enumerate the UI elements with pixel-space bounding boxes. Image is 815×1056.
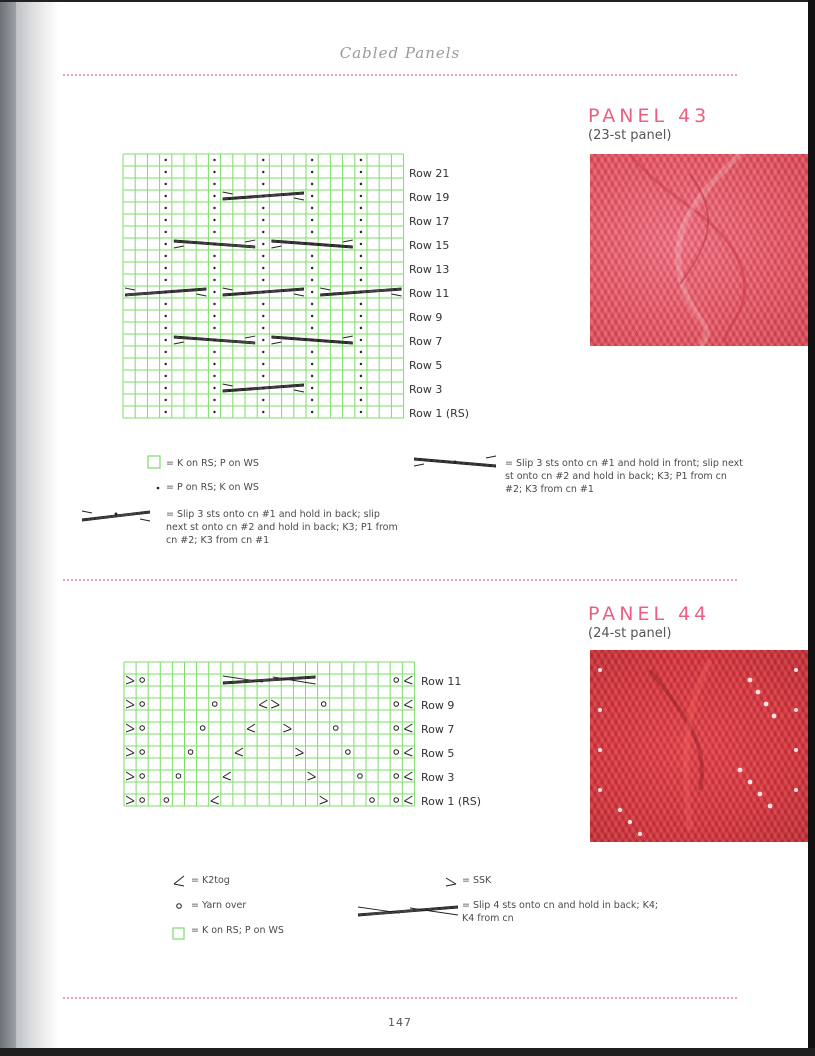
panel-44-row-label: Row 9 <box>421 699 455 712</box>
yarn-over-symbol <box>321 702 326 707</box>
purl-dot <box>360 255 362 257</box>
panel-44-row-label: Row 5 <box>421 747 455 760</box>
purl-dot <box>311 327 313 329</box>
cable-symbol <box>320 288 401 296</box>
panel-43-grid <box>123 154 404 418</box>
purl-dot <box>165 363 167 365</box>
yarn-over-symbol <box>140 678 145 683</box>
cable-symbol <box>223 192 304 200</box>
purl-dot <box>262 255 264 257</box>
k2tog-symbol <box>404 796 412 804</box>
legend-right-cable-symbol <box>82 511 150 521</box>
purl-dot <box>165 171 167 173</box>
purl-dot <box>360 375 362 377</box>
cable-symbol <box>271 240 352 248</box>
panel-43-row-label: Row 11 <box>409 287 450 300</box>
purl-dot <box>262 279 264 281</box>
purl-dot <box>360 267 362 269</box>
purl-dot <box>213 195 215 197</box>
purl-dot <box>165 387 167 389</box>
yarn-over-symbol <box>394 774 399 779</box>
purl-dot <box>360 279 362 281</box>
panel-44-row-label: Row 7 <box>421 723 455 736</box>
purl-dot <box>311 231 313 233</box>
legend-right-cable-text: = Slip 3 sts onto cn #1 and hold in back; slip next st onto cn #2 and hold in back; K3; P1 from cn #2; K3 from cn #1 <box>166 509 398 546</box>
legend-left-cable-symbol <box>414 456 496 467</box>
k2tog-symbol <box>404 748 412 756</box>
yarn-over-symbol <box>394 702 399 707</box>
panel-43-row-label: Row 7 <box>409 335 443 348</box>
yarn-over-symbol <box>140 798 145 803</box>
purl-dot <box>262 363 264 365</box>
purl-dot <box>360 171 362 173</box>
purl-dot <box>165 279 167 281</box>
panel-43-row-label: Row 15 <box>409 239 450 252</box>
ssk-symbol <box>308 772 316 780</box>
legend-knit-text: = K on RS; P on WS <box>166 458 259 469</box>
legend-cable-8-symbol <box>358 906 458 916</box>
purl-dot <box>213 255 215 257</box>
panel-44-subtitle: (24-st panel) <box>588 626 672 641</box>
yarn-over-symbol <box>200 726 205 731</box>
purl-dot <box>311 267 313 269</box>
running-header: Cabled Panels <box>339 44 461 62</box>
panel-43-row-label: Row 9 <box>409 311 443 324</box>
legend-ssk-text: = SSK <box>462 875 492 886</box>
purl-dot <box>262 267 264 269</box>
cable-symbol <box>223 384 304 392</box>
k2tog-symbol <box>404 772 412 780</box>
purl-dot <box>311 255 313 257</box>
purl-dot <box>213 351 215 353</box>
purl-dot <box>165 243 167 245</box>
legend-cable-8-text: = Slip 4 sts onto cn and hold in back; K4; K4 from cn <box>462 900 659 924</box>
purl-dot <box>213 183 215 185</box>
purl-dot <box>311 363 313 365</box>
purl-dot <box>165 255 167 257</box>
yarn-over-symbol <box>394 678 399 683</box>
purl-dot <box>360 303 362 305</box>
purl-dot <box>165 315 167 317</box>
purl-dot <box>165 303 167 305</box>
yarn-over-symbol <box>140 774 145 779</box>
purl-dot <box>213 411 215 413</box>
purl-dot <box>311 279 313 281</box>
purl-dot <box>262 159 264 161</box>
yarn-over-symbol <box>212 702 217 707</box>
purl-dot <box>311 375 313 377</box>
panel-43-title: PANEL 43 <box>588 105 711 127</box>
legend-yarn-over-text: = Yarn over <box>191 900 247 911</box>
purl-dot <box>213 207 215 209</box>
purl-dot <box>262 183 264 185</box>
panel-43-row-label: Row 21 <box>409 167 450 180</box>
legend-left-cable-text: = Slip 3 sts onto cn #1 and hold in front; slip next st onto cn #2 and hold in back; K3; P1 from cn #2; K3 from cn #1 <box>505 458 743 495</box>
purl-dot <box>311 399 313 401</box>
panel-44-row-label: Row 3 <box>421 771 455 784</box>
purl-dot <box>262 315 264 317</box>
yarn-over-symbol <box>140 702 145 707</box>
legend-purl-text: = P on RS; K on WS <box>166 482 259 493</box>
yarn-over-symbol <box>394 798 399 803</box>
purl-dot <box>262 219 264 221</box>
purl-dot <box>213 171 215 173</box>
yarn-over-symbol <box>370 798 375 803</box>
purl-dot <box>165 411 167 413</box>
panel-43-row-label: Row 13 <box>409 263 450 276</box>
purl-dot <box>213 327 215 329</box>
purl-dot <box>262 327 264 329</box>
panel-43-row-label: Row 19 <box>409 191 450 204</box>
cable-symbol <box>271 336 352 344</box>
ssk-symbol <box>283 724 291 732</box>
purl-dot <box>213 399 215 401</box>
purl-dot <box>213 375 215 377</box>
panel-43-row-label: Row 5 <box>409 359 443 372</box>
yarn-over-symbol <box>164 798 169 803</box>
legend-knit-text: = K on RS; P on WS <box>191 925 284 936</box>
legend-purl-dot <box>157 487 160 490</box>
panel-43-subtitle: (23-st panel) <box>588 128 672 143</box>
k2tog-symbol <box>404 676 412 684</box>
panel-43-cable-symbols <box>125 192 402 392</box>
k2tog-symbol <box>223 772 231 780</box>
ssk-symbol <box>271 700 279 708</box>
purl-dot <box>213 159 215 161</box>
purl-dot <box>165 159 167 161</box>
cable-symbol <box>174 240 255 248</box>
purl-dot <box>262 207 264 209</box>
purl-dot <box>360 231 362 233</box>
purl-dot <box>360 327 362 329</box>
purl-dot <box>165 207 167 209</box>
panel-43-row-label: Row 17 <box>409 215 450 228</box>
page-number: 147 <box>388 1016 412 1029</box>
purl-dot <box>360 315 362 317</box>
purl-dot <box>311 411 313 413</box>
legend-k2tog-symbol <box>174 876 184 886</box>
purl-dot <box>262 411 264 413</box>
yarn-over-symbol <box>394 750 399 755</box>
purl-dot <box>213 387 215 389</box>
panel-43-row-label: Row 3 <box>409 383 443 396</box>
purl-dot <box>213 303 215 305</box>
purl-dot <box>262 171 264 173</box>
legend-ssk-symbol <box>446 878 456 886</box>
k2tog-symbol <box>404 700 412 708</box>
purl-dot <box>165 267 167 269</box>
ssk-symbol <box>126 796 134 804</box>
purl-dot <box>165 351 167 353</box>
purl-dot <box>360 207 362 209</box>
purl-dot <box>213 231 215 233</box>
purl-dot <box>165 183 167 185</box>
purl-dot <box>213 219 215 221</box>
scan-border-bottom <box>0 1048 815 1056</box>
panel-44-row-label: Row 11 <box>421 675 462 688</box>
purl-dot <box>213 291 215 293</box>
purl-dot <box>311 219 313 221</box>
purl-dot <box>360 183 362 185</box>
purl-dot <box>311 195 313 197</box>
purl-dot <box>360 387 362 389</box>
purl-dot <box>360 363 362 365</box>
purl-dot <box>165 231 167 233</box>
purl-dot <box>262 339 264 341</box>
purl-dot <box>213 363 215 365</box>
purl-dot <box>311 171 313 173</box>
purl-dot <box>360 159 362 161</box>
purl-dot <box>360 399 362 401</box>
purl-dot <box>213 267 215 269</box>
panel-44-title: PANEL 44 <box>588 603 711 625</box>
yarn-over-symbol <box>140 750 145 755</box>
purl-dot <box>165 399 167 401</box>
k2tog-symbol <box>235 748 243 756</box>
yarn-over-symbol <box>394 726 399 731</box>
yarn-over-symbol <box>176 774 181 779</box>
purl-dot <box>360 351 362 353</box>
purl-dot <box>213 279 215 281</box>
panel-43-row-label: Row 1 (RS) <box>409 407 470 420</box>
purl-dot <box>262 231 264 233</box>
cable-symbol <box>223 288 304 296</box>
purl-dot <box>311 207 313 209</box>
yarn-over-symbol <box>140 726 145 731</box>
dotted-divider-bottom <box>62 997 738 999</box>
yarn-over-symbol <box>188 750 193 755</box>
cable-symbol <box>174 336 255 344</box>
ssk-symbol <box>295 748 303 756</box>
purl-dot <box>360 243 362 245</box>
purl-dot <box>213 315 215 317</box>
ssk-symbol <box>126 748 134 756</box>
purl-dot <box>360 219 362 221</box>
ssk-symbol <box>126 700 134 708</box>
yarn-over-symbol <box>333 726 338 731</box>
purl-dot <box>360 411 362 413</box>
k2tog-symbol <box>211 796 219 804</box>
purl-dot <box>311 315 313 317</box>
legend-k2tog-text: = K2tog <box>191 875 230 886</box>
purl-dot <box>360 339 362 341</box>
purl-dot <box>165 195 167 197</box>
ssk-symbol <box>320 796 328 804</box>
ssk-symbol <box>126 724 134 732</box>
purl-dot <box>262 243 264 245</box>
legend-knit-square <box>173 928 184 939</box>
purl-dot <box>311 159 313 161</box>
k2tog-symbol <box>247 724 255 732</box>
purl-dot <box>165 219 167 221</box>
purl-dot <box>262 375 264 377</box>
purl-dot <box>311 387 313 389</box>
purl-dot <box>311 351 313 353</box>
legend-yarn-over-symbol <box>177 904 182 909</box>
purl-dot <box>262 399 264 401</box>
ssk-symbol <box>126 772 134 780</box>
k2tog-symbol <box>259 700 267 708</box>
panel-44-row-label: Row 1 (RS) <box>421 795 482 808</box>
legend-knit-square <box>148 456 160 468</box>
purl-dot <box>311 183 313 185</box>
purl-dot <box>165 339 167 341</box>
purl-dot <box>165 327 167 329</box>
panel-44-grid <box>124 662 414 806</box>
yarn-over-symbol <box>346 750 351 755</box>
k2tog-symbol <box>404 724 412 732</box>
purl-dot <box>360 195 362 197</box>
purl-dot <box>311 291 313 293</box>
purl-dot <box>311 303 313 305</box>
panel-44-chart <box>0 600 815 840</box>
cable-symbol <box>125 288 206 296</box>
purl-dot <box>165 375 167 377</box>
yarn-over-symbol <box>358 774 363 779</box>
purl-dot <box>262 303 264 305</box>
ssk-symbol <box>126 676 134 684</box>
purl-dot <box>262 351 264 353</box>
